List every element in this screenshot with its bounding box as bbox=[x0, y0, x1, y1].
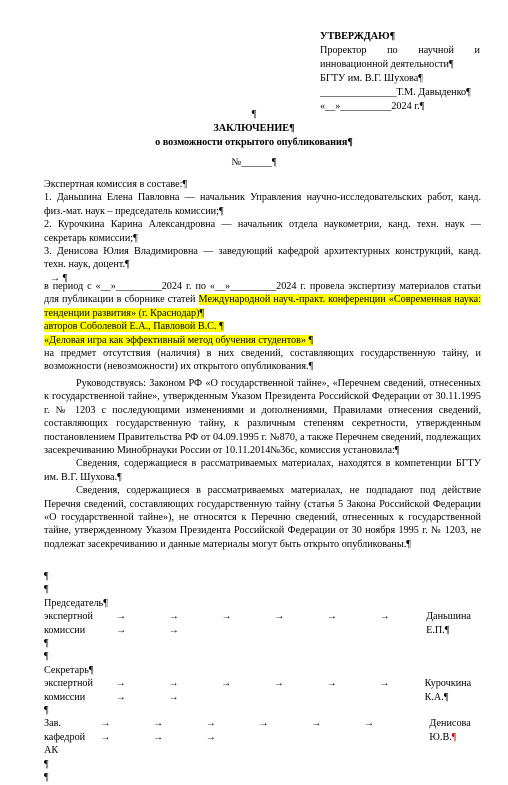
period-line: в период с «__»_________2024 г. по «__»_________2024 г. провела экспертизу материалов статьи для публикации в сборнике статей bbox=[44, 281, 481, 306]
approval-line-5: «__»__________2024 г.¶ bbox=[320, 101, 425, 112]
conference-name: Международной науч.-практ. конференции «Современная наука: тенденции развития» (г. Краснодар)¶ bbox=[44, 294, 482, 319]
secretary-label-2: экспертной комиссии bbox=[44, 678, 93, 703]
chair-label: Председатель¶ bbox=[44, 597, 108, 609]
commission-intro: Экспертная комиссия в составе:¶ bbox=[44, 179, 188, 190]
blank-mark-4: ¶ bbox=[44, 651, 49, 663]
secretary-label: Секретарь¶ bbox=[44, 664, 94, 676]
subject-line: на предмет отсутствия (наличия) в них сведений, составляющих государственную тайну, и возможности (невозможности) их открытого опубликования.¶ bbox=[44, 348, 481, 373]
commission-member-3: 3. Денисова Юлия Владимировна — заведующий кафедрой архитектурных конструкций, канд. техн. наук, доцент.¶ bbox=[44, 246, 481, 271]
blank-mark-6: ¶ bbox=[44, 758, 49, 770]
approval-block bbox=[320, 30, 480, 114]
paragraph-mark: ¶ bbox=[251, 109, 257, 120]
document-title: ЗАКЛЮЧЕНИЕ¶ bbox=[213, 123, 295, 134]
findings-section bbox=[44, 377, 481, 551]
approval-line-2: инновационной деятельности¶ bbox=[320, 59, 454, 70]
secretary-name: Курочкина К.А.¶ bbox=[424, 678, 472, 703]
period-section bbox=[44, 280, 481, 374]
competence-paragraph: Сведения, содержащиеся в рассматриваемых материалах, находятся в компетенции БГТУ им. В.Г. Шухова.¶ bbox=[44, 458, 481, 483]
approval-line-4: _______________Т.М. Давыденко¶ bbox=[320, 87, 471, 98]
document-number: №______¶ bbox=[231, 157, 277, 168]
commission-section bbox=[44, 178, 481, 285]
blank-mark-2: ¶ bbox=[44, 584, 49, 596]
head-mark: ¶ bbox=[451, 731, 457, 743]
approval-heading: УТВЕРЖДАЮ¶ bbox=[320, 31, 396, 42]
commission-member-1: 1. Даньшина Елена Павловна — начальник Управления научно-исследовательских работ, канд. физ.-мат. наук – председатель комиссии;¶ bbox=[44, 192, 481, 217]
commission-member-2: 2. Курочкина Карина Александровна — начальник отдела наукометрии, канд. техн. наук — секретарь комиссии;¶ bbox=[44, 219, 481, 244]
conclusion-paragraph: Сведения, содержащиеся в рассматриваемых материалах, не подпадают под действие Перечня сведений, составляющих государственную тайну (статья 5 Закона Российской Федерации «О государственной тайне»), не относятся к Перечню сведений, отнесенных к государственной тайне, утвержденному Указом Президента Российской Федерации от 30 ноября 1995 г. № 1203, не подлежат засекречиванию и данные материалы могут быть открыто опубликованы.¶ bbox=[44, 485, 481, 550]
authors-line: авторов Соболевой Е.А., Павловой В.С. ¶ bbox=[44, 321, 224, 333]
tab-mark-line: → ¶ bbox=[50, 272, 68, 284]
blank-mark-7: ¶ bbox=[44, 772, 49, 784]
blank-mark-5: ¶ bbox=[44, 705, 49, 717]
tab-arrows: → → → → → → → → bbox=[115, 678, 410, 703]
approval-line-1: Проректор по научной и bbox=[320, 45, 480, 56]
blank-mark-3: ¶ bbox=[44, 638, 49, 650]
head-name: Денисова Ю.В. bbox=[429, 718, 471, 743]
document-subtitle: о возможности открытого опубликования¶ bbox=[155, 137, 353, 148]
head-label: Зав. кафедрой АК bbox=[44, 718, 86, 757]
blank-mark-1: ¶ bbox=[44, 571, 49, 582]
guided-paragraph: Руководствуясь: Законом РФ «О государственной тайне», «Перечнем сведений, отнесенных к государственной тайне», утвержденным Указом Президента Российской Федерации от 30.11.1995 г. № 1203 с последующими изменениями и дополнениями, Правилами отнесения сведений, составляющих государственную тайну, к различным степеням секретности, утвержденным постановлением Правительства РФ от 04.09.1995 г. №870, а также Перечнем сведений, подлежащих засекречиванию Минобрнауки России от 10.11.2014№36с, комиссия установила:¶ bbox=[44, 378, 481, 457]
signatures-block bbox=[44, 570, 481, 785]
approval-line-3: БГТУ им. В.Г. Шухова¶ bbox=[320, 73, 423, 84]
chair-name: Даньшина Е.П.¶ bbox=[426, 611, 471, 636]
tab-arrows: → → → → → → → → → bbox=[100, 718, 395, 743]
article-title: «Деловая игра как эффективный метод обучения студентов» ¶ bbox=[44, 334, 314, 346]
chair-label-2: экспертной комиссии bbox=[44, 611, 93, 636]
tab-arrows: → → → → → → → → bbox=[115, 611, 410, 636]
